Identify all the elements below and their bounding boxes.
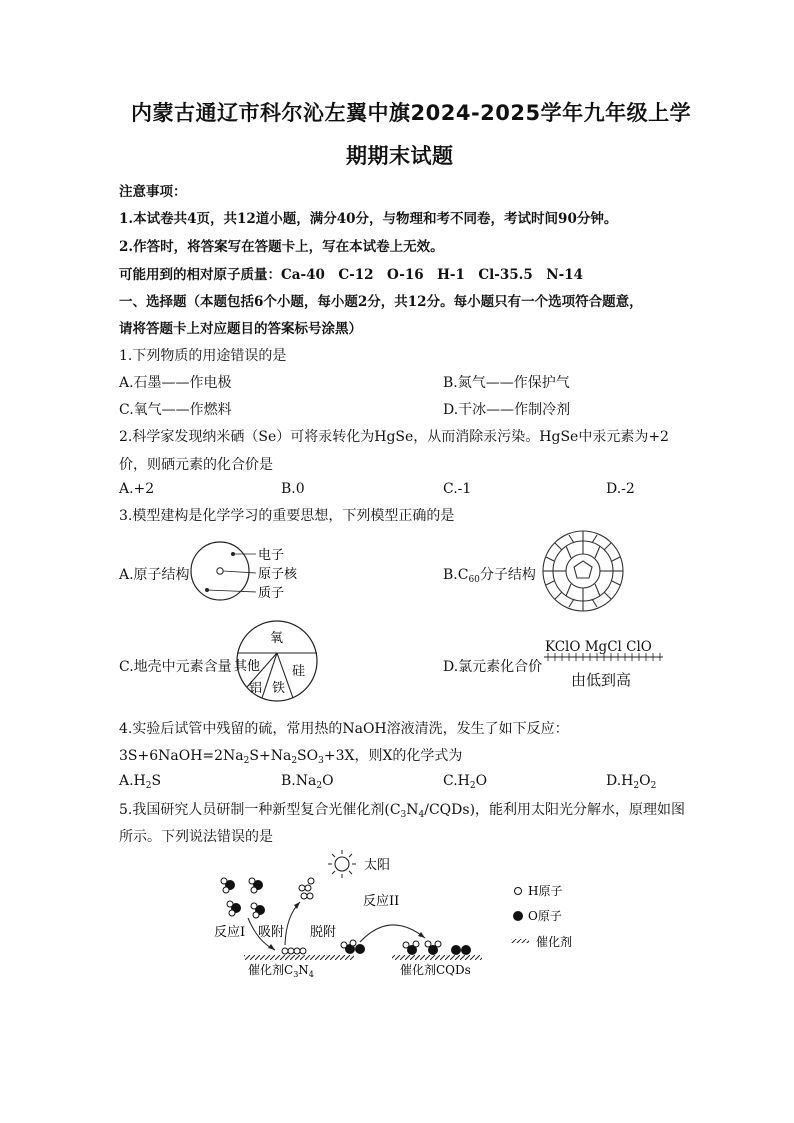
- q4-equation: $3S+6NaOH=2Na_2S+Na_2SO_3+3X$，则X的化学式为: [119, 748, 463, 766]
- q5-stem: 5.我国研究人员研制一种新型复合光催化剂$(C_3N_4/CQDs)$，能利用太阳光分解水，原理如图: [119, 802, 686, 820]
- q2-option-c: C.-1: [443, 481, 472, 497]
- valence-scale-line: [543, 653, 665, 661]
- pie-label-silicon: 硅: [292, 664, 306, 679]
- q4-option-c: $C.H_2O$: [443, 773, 488, 791]
- valence-order-label: 由低到高: [571, 671, 632, 689]
- adsorb-label: 吸附: [258, 925, 285, 940]
- o-atom-legend-icon: [513, 911, 523, 921]
- atomic-masses: 可能用到的相对原子质量：Ca-40 C-12 O-16 H-1 Cl-35.5 N-14: [119, 267, 583, 283]
- notice-2: 2.作答时，将答案写在答题卡上，写在本试卷上无效。: [119, 239, 444, 255]
- q3-option-d: D.氯元素化合价: [443, 659, 543, 675]
- atom-structure-diagram: [188, 538, 318, 604]
- exam-title-line1: 内蒙古通辽市科尔沁左翼中旗2024-2025学年九年级上学: [131, 101, 692, 125]
- atom-label-nucleus: 原子核: [258, 567, 298, 582]
- reaction1-label: 反应I: [214, 925, 246, 940]
- surface-molecules-cqds: [403, 941, 471, 955]
- c60-molecule-diagram: [536, 526, 630, 616]
- notice-1: 1.本试卷共4页，共12道小题，满分40分，与物理和考不同卷，考试时间90分钟。: [119, 211, 618, 227]
- sun-icon: [328, 850, 356, 878]
- q2-stem-cont: 价，则硒元素的化合价是: [119, 457, 273, 473]
- sun-label: 太阳: [364, 858, 391, 873]
- exam-title-line2: 期期末试题: [346, 144, 454, 168]
- q1-option-c: C.氧气——作燃料: [119, 402, 232, 418]
- reaction2-label: 反应II: [363, 894, 400, 909]
- catalyst-legend-icon: [511, 939, 529, 943]
- pie-label-oxygen: 氧: [270, 631, 284, 646]
- legend-h-label: H原子: [528, 884, 563, 898]
- q4-option-d: $D.H_2O_2$: [606, 773, 657, 791]
- atom-label-electron: 电子: [258, 548, 285, 563]
- q4-stem: 4.实验后试管中残留的硫，常用热的NaOH溶液清洗，发生了如下反应：: [119, 721, 569, 737]
- q4-option-b: $B.Na_2O$: [281, 773, 334, 791]
- notice-heading: 注意事项：: [119, 184, 187, 200]
- q1-option-a: A.石墨——作电极: [119, 375, 232, 391]
- legend-catalyst-label: 催化剂: [536, 935, 573, 949]
- h-atom-legend-icon: [515, 888, 522, 895]
- catalyst-c3n4-surface: [244, 955, 354, 960]
- q2-stem: 2.科学家发现纳米硒（Se）可将汞转化为HgSe，从而消除汞污染。HgSe中汞元素为+2: [119, 429, 669, 445]
- q3-option-b: $B.C_{60}$分子结构: [443, 567, 536, 585]
- q2-option-d: D.-2: [606, 481, 635, 497]
- atom-label-proton: 质子: [258, 586, 285, 601]
- section1-heading-cont: 请将答题卡上对应题目的答案标号涂黑）: [119, 321, 362, 337]
- q4-option-a: $A.H_2S$: [119, 773, 162, 791]
- crust-element-pie: [230, 620, 324, 702]
- q1-stem: 1.下列物质的用途错误的是: [119, 348, 287, 364]
- q1-option-d: D.干冰——作制冷剂: [443, 402, 571, 418]
- legend-o-label: O原子: [528, 909, 562, 923]
- catalyst-c3n4-label: 催化剂$C_3N_4$: [248, 963, 314, 979]
- q1-option-b: B.氮气——作保护气: [443, 375, 570, 391]
- q3-option-a: A.原子结构: [119, 567, 190, 583]
- q3-option-c: C.地壳中元素含量: [119, 659, 232, 675]
- pie-label-other: 其他: [234, 659, 261, 674]
- hydrogen-molecules-icon: [299, 878, 314, 899]
- q5-stem-cont: 所示。下列说法错误的是: [119, 829, 273, 845]
- desorb-label: 脱附: [310, 925, 337, 940]
- pie-label-iron: 铁: [272, 681, 286, 696]
- section1-heading: 一、选择题（本题包括6个小题，每小题2分，共12分。每小题只有一个选项符合题意，: [119, 294, 643, 310]
- catalyst-cqds-surface: [392, 955, 482, 960]
- q3-stem: 3.模型建构是化学学习的重要思想，下列模型正确的是: [119, 508, 455, 524]
- water-molecules-icon: [221, 878, 265, 918]
- q2-option-b: B.0: [281, 481, 305, 497]
- catalyst-cqds-label: 催化剂CQDs: [400, 963, 471, 977]
- surface-molecules-c3n4: [341, 940, 365, 954]
- q2-option-a: A.+2: [119, 481, 155, 497]
- photocatalysis-diagram: [200, 850, 620, 985]
- chlorine-formulas: KClO MgCl ClO: [545, 639, 652, 655]
- pie-label-aluminum: 铝: [249, 681, 263, 696]
